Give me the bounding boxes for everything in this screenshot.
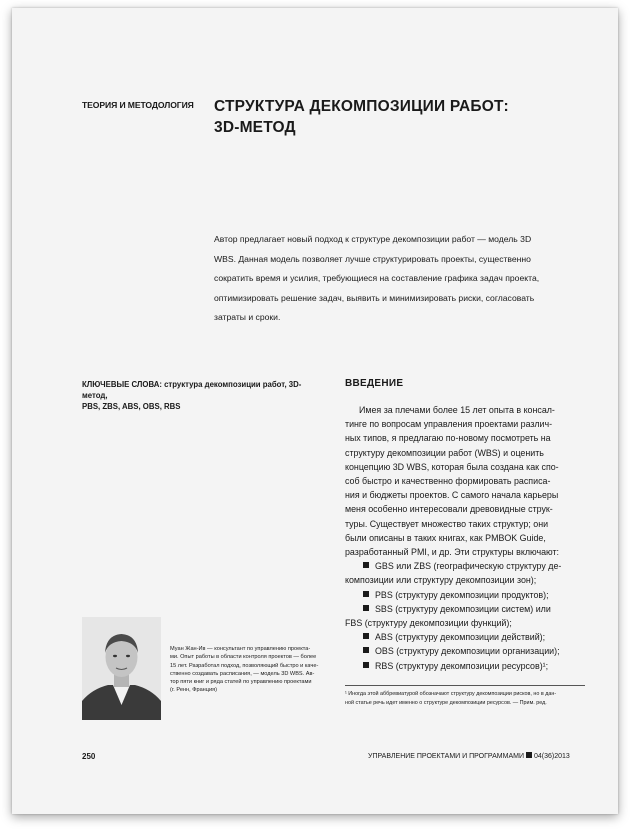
abstract-line: Автор предлагает новый подход к структуре декомпозиции работ — модель 3D xyxy=(214,234,532,244)
body-line: тинге по вопросам управления проектами различ- xyxy=(345,419,553,430)
square-separator-icon xyxy=(526,752,532,758)
bio-line: тор пяти книг и ряда статей по управлению проектами xyxy=(170,679,312,686)
list-item-text: SBS (структуру декомпозиции систем) или xyxy=(375,603,551,614)
body-line: концепцию 3D WBS, которая была создана как спо- xyxy=(345,461,559,472)
body-line: туры. Существует множество таких структур; они xyxy=(345,518,549,529)
body-line: меня особенно интересовали древовидные струк- xyxy=(345,504,553,515)
body-line: ных типов, я предлагаю по-новому посмотреть на xyxy=(345,433,551,444)
title-line-1: СТРУКТУРА ДЕКОМПОЗИЦИИ РАБОТ: xyxy=(214,98,509,115)
abstract-line: WBS. Данная модель позволяет лучше структурировать проекты, существенно xyxy=(214,253,531,264)
journal-footer xyxy=(368,752,570,760)
body-line: соб быстро и качественно формировать расписа- xyxy=(345,476,551,487)
bio-line: Муан Жан-Ив — консультант по управлению проекта- xyxy=(170,646,311,652)
footnote-divider xyxy=(345,685,585,686)
body-line: Имея за плечами более 15 лет опыта в консал- xyxy=(359,405,555,415)
bullet-square-icon xyxy=(363,662,369,668)
keywords-line-2: PBS, ZBS, ABS, OBS, RBS xyxy=(82,402,181,411)
list-item-continuation: композиции или структуру декомпозиции зон); xyxy=(345,575,537,586)
bio-line: ми. Опыт работы в области контроля проектов — более xyxy=(170,654,317,661)
journal-name: УПРАВЛЕНИЕ ПРОЕКТАМИ И ПРОГРАММАМИ xyxy=(368,753,524,760)
list-item-text: GBS или ZBS (географическую структуру де- xyxy=(375,561,562,572)
article-title xyxy=(214,96,574,138)
bio-line: 15 лет. Разработал подход, позволяющий быстро и каче- xyxy=(170,662,319,669)
list-item xyxy=(345,644,585,658)
abstract-line: оптимизировать решение задач, выявить и минимизировать риски, согласовать xyxy=(214,292,535,303)
bio-line: ственно создавать расписания, — модель 3D WBS. Ав- xyxy=(170,670,315,677)
bullet-square-icon xyxy=(363,591,369,597)
list-item-text: PBS (структуру декомпозиции продуктов); xyxy=(375,589,549,600)
body-text xyxy=(345,403,585,673)
intro-heading: ВВЕДЕНИЕ xyxy=(345,378,404,389)
author-photo xyxy=(82,617,161,720)
body-line: ния и бюджеты проектов. С самого начала карьеры xyxy=(345,490,559,501)
bullet-square-icon xyxy=(363,647,369,653)
footnote-line: ной статье речь идет именно о структуре декомпозиции ресурсов. — Прим. ред. xyxy=(345,700,547,706)
bio-line: (г. Ренн, Франция) xyxy=(170,687,217,694)
body-line: структуру декомпозиции работ (WBS) и оценить xyxy=(345,447,544,458)
author-bio xyxy=(170,645,334,695)
list-item xyxy=(345,559,585,573)
bullet-square-icon xyxy=(363,562,369,568)
keywords xyxy=(82,379,322,412)
body-line: разработанный PMI, и др. Эти структуры включают: xyxy=(345,547,560,558)
body-line: были описаны в таких книгах, как PMBOK Guide, xyxy=(345,532,546,543)
footnote xyxy=(345,690,585,708)
section-label: ТЕОРИЯ И МЕТОДОЛОГИЯ xyxy=(82,100,194,110)
list-item-continuation: FBS (структуру декомпозиции функций); xyxy=(345,618,512,629)
list-item-text: ABS (структуру декомпозиции действий); xyxy=(375,632,546,643)
list-item-text: RBS (структуру декомпозиции ресурсов)¹; xyxy=(375,660,549,671)
abstract-line: затраты и сроки. xyxy=(214,312,281,323)
journal-issue: 04(36)2013 xyxy=(533,753,570,760)
footnote-line: ¹ Иногда этой аббревиатурой обозначают структуру декомпозиции рисков, но в дан- xyxy=(345,691,557,697)
bullet-square-icon xyxy=(363,633,369,639)
list-item xyxy=(345,602,585,616)
author-portrait-icon xyxy=(82,617,161,720)
abstract xyxy=(214,230,584,328)
journal-page xyxy=(12,8,618,814)
bullet-square-icon xyxy=(363,605,369,611)
list-item-text: OBS (структуру декомпозиции организации); xyxy=(375,646,560,657)
list-item xyxy=(345,588,585,602)
keywords-line-1: КЛЮЧЕВЫЕ СЛОВА: структура декомпозиции работ, 3D-метод, xyxy=(82,380,302,400)
list-item xyxy=(345,659,585,673)
title-line-2: 3D-МЕТОД xyxy=(214,119,296,136)
page-number: 250 xyxy=(82,752,96,761)
abstract-line: сократить время и усилия, требующиеся на составление графика задач проекта, xyxy=(214,273,540,284)
list-item xyxy=(345,630,585,644)
